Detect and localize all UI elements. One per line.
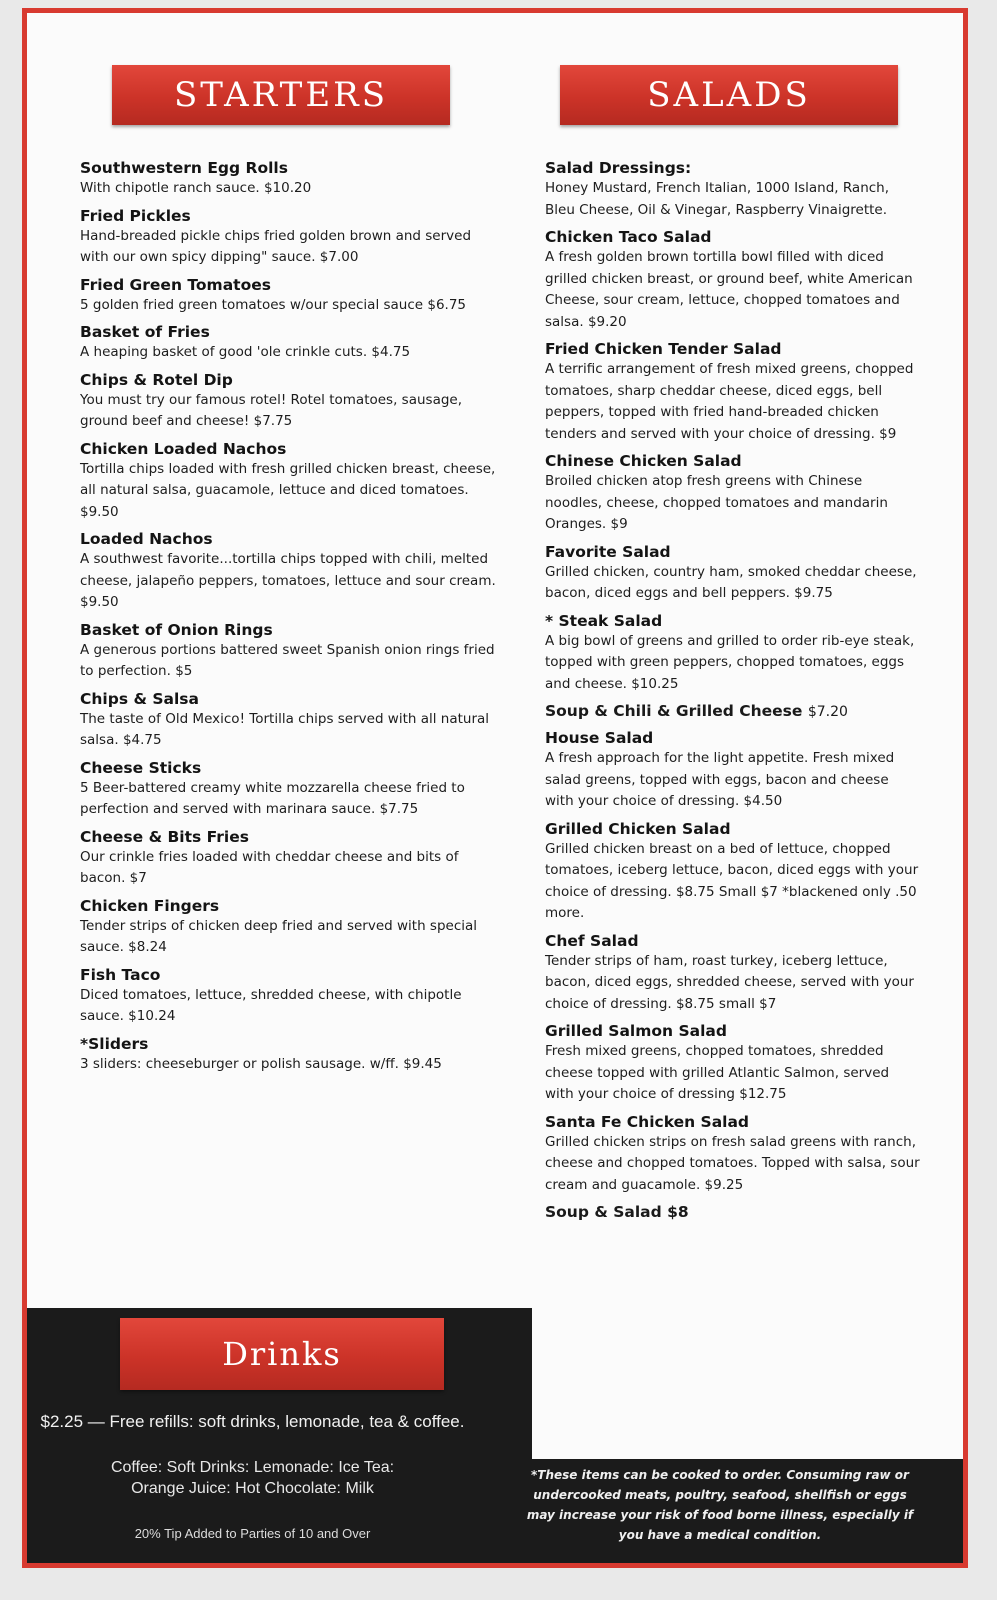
starter-item (80, 896, 500, 959)
item-name-text: Grilled Salmon Salad (545, 1022, 727, 1040)
item-description: Grilled chicken strips on fresh salad greens with ranch, cheese and chopped tomatoes. Topped with salsa, sour cream and guacamole. $9.25 (545, 1133, 920, 1193)
salad-item (545, 1112, 920, 1197)
starter-item (80, 158, 500, 200)
item-description: The taste of Old Mexico! Tortilla chips served with all natural salsa. $4.75 (80, 710, 490, 748)
item-name (80, 439, 500, 459)
item-name-text: Salad Dressings: (545, 159, 692, 177)
item-description: Honey Mustard, French Italian, 1000 Island, Ranch, Bleu Cheese, Oil & Vinegar, Raspberry Vinaigrette. (545, 180, 890, 218)
item-description: A southwest favorite...tortilla chips topped with chili, melted cheese, jalapeño peppers, tomatoes, lettuce and sour cream. $9.50 (80, 551, 496, 610)
item-description: Hand-breaded pickle chips fried golden brown and served with our own spicy dipping" sauce. $7.00 (80, 227, 472, 265)
item-name-text: Santa Fe Chicken Salad (545, 1112, 750, 1131)
item-description: Grilled chicken breast on a bed of lettuce, chopped tomatoes, iceberg lettuce, bacon, diced eggs with your choice of dressing. $8.75 Small $7 *blackened only .50 more. (545, 840, 919, 921)
starters-list (80, 158, 500, 1081)
item-name-text: Loaded Nachos (80, 530, 213, 548)
starter-item (80, 827, 500, 890)
item-name (545, 158, 920, 178)
salad-item (545, 701, 920, 722)
item-description: You must try our famous rotel! Rotel tomatoes, sausage, ground beef and cheese! $7.75 (80, 391, 463, 429)
salad-item (545, 931, 920, 1016)
drinks-list-line: Orange Juice: Hot Chocolate: Milk (131, 1480, 374, 1497)
item-name (80, 529, 500, 549)
salad-item (545, 339, 920, 445)
item-name-text: Chicken Fingers (80, 896, 220, 915)
item-name (545, 1202, 920, 1222)
item-name (80, 206, 500, 226)
item-name-text: Fried Chicken Tender Salad (545, 340, 782, 358)
item-name (545, 451, 920, 471)
item-name (545, 931, 920, 951)
item-name (80, 1034, 500, 1054)
item-name (80, 275, 500, 295)
item-description: A terrific arrangement of fresh mixed greens, chopped tomatoes, sharp cheddar cheese, diced eggs, bell peppers, topped with fried hand-breaded chicken tenders and served with your choice of dressing. $9 (545, 361, 914, 442)
item-name-text: Basket of Onion Rings (80, 620, 273, 639)
item-name (545, 701, 920, 722)
item-name (80, 370, 500, 390)
drinks-banner: Drinks (120, 1318, 444, 1390)
item-name-text: Chinese Chicken Salad (545, 452, 742, 470)
tip-note: 20% Tip Added to Parties of 10 and Over (134, 1526, 371, 1541)
item-name (545, 1021, 920, 1041)
item-name-text: House Salad (545, 729, 654, 747)
item-name-text: Chicken Taco Salad (545, 228, 712, 246)
item-name (545, 542, 920, 562)
item-name-text: Chef Salad (545, 931, 639, 950)
item-name (545, 339, 920, 359)
salad-item (545, 1021, 920, 1106)
item-description: A fresh approach for the light appetite. Fresh mixed salad greens, topped with eggs, bacon and cheese with your choice of dressing. $4.50 (545, 750, 895, 809)
salad-item (545, 728, 920, 813)
item-name (545, 1112, 920, 1132)
starter-item (80, 620, 500, 683)
salad-item (545, 227, 920, 333)
item-name (80, 896, 500, 916)
item-name (545, 611, 920, 631)
salads-list (545, 158, 920, 1228)
item-name-text: * Steak Salad (545, 611, 663, 630)
item-name (545, 819, 920, 839)
salad-item (545, 542, 920, 605)
item-price: $7.20 (807, 704, 848, 720)
item-description: 5 Beer-battered creamy white mozzarella cheese fried to perfection and served with marinara sauce. $7.75 (80, 779, 465, 817)
item-name-text: Favorite Salad (545, 542, 671, 561)
starter-item (80, 1034, 500, 1076)
food-safety-disclaimer: *These items can be cooked to order. Consuming raw or undercooked meats, poultry, seafood, shellfish or eggs may increase your risk of food borne illness, especially if you have a medical condition. (526, 1468, 914, 1542)
salad-item (545, 158, 920, 221)
item-name-text: Fried Pickles (80, 206, 191, 225)
starter-item (80, 758, 500, 821)
item-name-text: Chips & Salsa (80, 689, 199, 708)
starter-item (80, 439, 500, 524)
item-description: With chipotle ranch sauce. $10.20 (80, 180, 312, 196)
item-name-text: Cheese & Bits Fries (80, 827, 249, 846)
item-name (545, 728, 920, 748)
item-name-text: Soup & Salad $8 (545, 1203, 689, 1221)
item-name (80, 620, 500, 640)
menu-card (22, 8, 968, 1568)
item-name-text: Fried Green Tomatoes (80, 275, 271, 294)
item-description: A fresh golden brown tortilla bowl filled with diced grilled chicken breast, or ground beef, white American Cheese, sour cream, lettuce, chopped tomatoes and salsa. $9.20 (545, 249, 913, 330)
item-name (545, 227, 920, 247)
drinks-list-line: Coffee: Soft Drinks: Lemonade: Ice Tea: (110, 1459, 395, 1476)
item-name-text: Soup & Chili & Grilled Cheese (545, 702, 803, 720)
starter-item (80, 370, 500, 433)
item-description: Grilled chicken, country ham, smoked cheddar cheese, bacon, diced eggs and bell peppers. $9.75 (545, 563, 917, 601)
starter-item (80, 965, 500, 1028)
drinks-list (0, 1457, 505, 1499)
item-name (80, 322, 500, 342)
item-description: Fresh mixed greens, chopped tomatoes, shredded cheese topped with grilled Atlantic Salmon, served with your choice of dressing $12.75 (545, 1043, 890, 1102)
item-description: Tender strips of ham, roast turkey, iceberg lettuce, bacon, diced eggs, shredded cheese, served with your choice of dressing. $8.75 small $7 (545, 952, 914, 1012)
item-description: Diced tomatoes, lettuce, shredded cheese, with chipotle sauce. $10.24 (80, 986, 462, 1024)
starter-item (80, 322, 500, 364)
item-name-text: *Sliders (80, 1034, 149, 1053)
starter-item (80, 689, 500, 752)
item-name-text: Grilled Chicken Salad (545, 819, 731, 838)
salads-banner: SALADS (560, 65, 898, 125)
item-name-text: Fish Taco (80, 965, 161, 984)
salad-item (545, 451, 920, 536)
salad-item (545, 1202, 920, 1222)
drinks-refills-text: $2.25 — Free refills: soft drinks, lemonade, tea & coffee. (40, 1412, 465, 1431)
starters-banner: STARTERS (112, 65, 450, 125)
item-name (80, 158, 500, 178)
item-description: 3 sliders: cheeseburger or polish sausage. w/ff. $9.45 (80, 1055, 442, 1072)
starter-item (80, 206, 500, 269)
item-name-text: Chicken Loaded Nachos (80, 439, 287, 458)
item-description: Tortilla chips loaded with fresh grilled chicken breast, cheese, all natural salsa, guacamole, lettuce and diced tomatoes. $9.50 (80, 460, 496, 520)
item-name (80, 689, 500, 709)
item-name-text: Cheese Sticks (80, 758, 202, 777)
item-description: A heaping basket of good 'ole crinkle cuts. $4.75 (80, 344, 411, 360)
item-description: Our crinkle fries loaded with cheddar cheese and bits of bacon. $7 (80, 848, 459, 886)
item-name-text: Southwestern Egg Rolls (80, 159, 288, 177)
item-description: A big bowl of greens and grilled to order rib-eye steak, topped with green peppers, chopped tomatoes, eggs and cheese. $10.25 (545, 632, 915, 692)
item-name (80, 827, 500, 847)
item-description: Broiled chicken atop fresh greens with Chinese noodles, cheese, chopped tomatoes and mandarin Oranges. $9 (545, 473, 888, 532)
starter-item (80, 529, 500, 614)
item-name (80, 758, 500, 778)
item-name-text: Chips & Rotel Dip (80, 370, 233, 389)
item-name-text: Basket of Fries (80, 323, 210, 341)
item-description: Tender strips of chicken deep fried and served with special sauce. $8.24 (80, 917, 478, 955)
item-description: 5 golden fried green tomatoes w/our special sauce $6.75 (80, 296, 467, 313)
item-description: A generous portions battered sweet Spanish onion rings fried to perfection. $5 (80, 641, 495, 679)
item-name (80, 965, 500, 985)
salad-item (545, 819, 920, 925)
salad-item (545, 611, 920, 696)
starter-item (80, 275, 500, 317)
